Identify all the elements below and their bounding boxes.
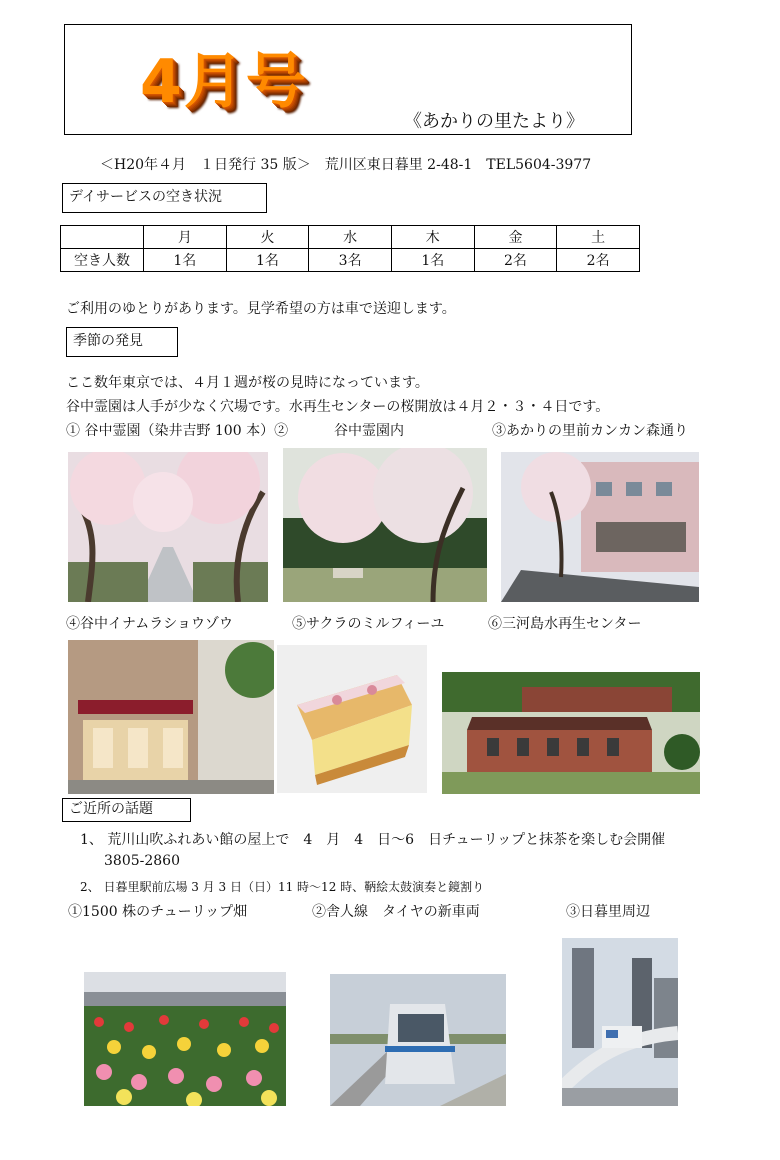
caption-2: 谷中霊園内 <box>334 423 404 439</box>
photo-inamura-shozo-shop <box>68 640 274 794</box>
neighborhood-item-1: 1、 荒川山吹ふれあい館の屋上で 4 月 4 日～6 日チューリップと抹茶を楽しむ会開催 <box>80 832 666 848</box>
neighborhood-caption-1: ①1500 株のチューリップ畑 <box>68 904 248 920</box>
neighborhood-item-2: 2、 日暮里駅前広場 3 月 3 日（日）11 時～12 時、鞆絵太鼓演奏と鏡割り <box>80 880 485 894</box>
day-thu: 木 <box>391 226 474 249</box>
photo-toneri-liner-train <box>330 974 506 1106</box>
value-tue: 1名 <box>226 249 309 272</box>
value-sat: 2名 <box>557 249 640 272</box>
caption-5: ⑤サクラのミルフィーユ <box>292 616 445 632</box>
neighborhood-item-1-phone: 3805-2860 <box>104 853 180 869</box>
photo-mikawashima-water-center <box>442 672 700 794</box>
day-sat: 土 <box>557 226 640 249</box>
day-tue: 火 <box>226 226 309 249</box>
photo-yanaka-cemetery-inside <box>283 448 487 602</box>
photo-nippori-area <box>562 938 678 1106</box>
table-header-row <box>61 226 640 249</box>
value-wed: 3名 <box>309 249 392 272</box>
season-line-2: 谷中霊園は人手が少なく穴場です。水再生センターの桜開放は４月２・３・４日です。 <box>66 399 610 415</box>
caption-1: ① 谷中霊園（染井吉野 100 本）② <box>66 423 289 439</box>
season-line-1: ここ数年東京では、４月１週が桜の見時になっています。 <box>66 375 429 391</box>
neighborhood-heading: ご近所の話題 <box>62 798 191 822</box>
value-mon: 1名 <box>144 249 227 272</box>
photo-kankan-mori-street <box>501 452 699 602</box>
value-fri: 2名 <box>474 249 557 272</box>
newsletter-subtitle: 《あかりの里たより》 <box>404 111 584 132</box>
photo-tulip-field <box>84 972 286 1106</box>
caption-4: ④谷中イナムラショウゾウ <box>66 616 234 632</box>
caption-3: ③あかりの里前カンカン森通り <box>492 423 688 439</box>
photo-sakura-millefeuille <box>277 645 427 793</box>
row-label: 空き人数 <box>61 249 144 272</box>
day-mon: 月 <box>144 226 227 249</box>
table-corner-cell <box>61 226 144 249</box>
neighborhood-caption-3: ③日暮里周辺 <box>566 904 650 920</box>
value-thu: 1名 <box>391 249 474 272</box>
day-service-heading: デイサービスの空き状況 <box>62 183 267 213</box>
table-row <box>61 249 640 272</box>
photo-yanaka-cemetery-road <box>68 452 268 602</box>
season-heading: 季節の発見 <box>66 327 178 357</box>
day-service-note: ご利用のゆとりがあります。見学希望の方は車で送迎します。 <box>66 301 456 317</box>
neighborhood-caption-2: ②舎人線 タイヤの新車両 <box>312 904 480 920</box>
issue-line: ＜H20年４月 １日発行 35 版＞ 荒川区東日暮里 2-48-1 TEL5604-3977 <box>100 157 592 173</box>
caption-6: ⑥三河島水再生センター <box>488 616 642 632</box>
issue-title-3d: 4月号 <box>140 47 308 117</box>
availability-table <box>60 225 640 272</box>
day-wed: 水 <box>309 226 392 249</box>
day-fri: 金 <box>474 226 557 249</box>
